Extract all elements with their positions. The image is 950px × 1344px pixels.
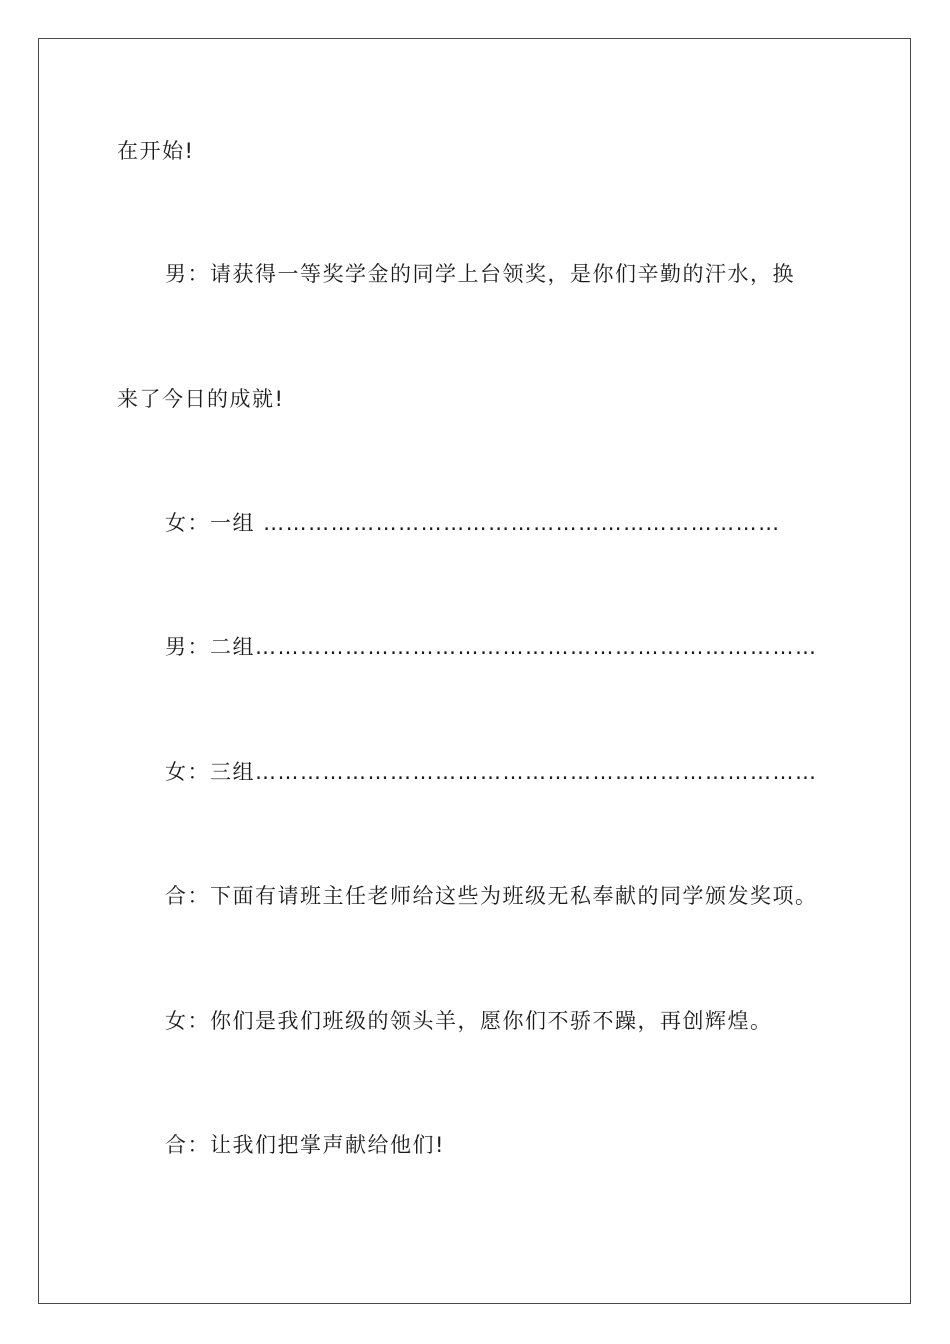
text-line-4: 女：一组 ……………………………………………………………	[165, 511, 781, 535]
text-line-6: 女：三组…………………………………………………………………	[165, 760, 818, 784]
page-border	[38, 38, 911, 1304]
text-line-7: 合：下面有请班主任老师给这些为班级无私奉献的同学颁发奖项。	[165, 884, 818, 908]
text-line-8: 女：你们是我们班级的领头羊，愿你们不骄不躁，再创辉煌。	[165, 1009, 773, 1033]
text-line-5: 男：二组…………………………………………………………………	[165, 635, 818, 659]
text-line-3: 来了今日的成就!	[117, 387, 285, 411]
text-line-2: 男：请获得一等奖学金的同学上台领奖，是你们辛勤的汗水，换	[165, 262, 795, 286]
text-line-9: 合：让我们把掌声献给他们!	[165, 1133, 445, 1157]
text-line-1: 在开始!	[117, 139, 195, 163]
